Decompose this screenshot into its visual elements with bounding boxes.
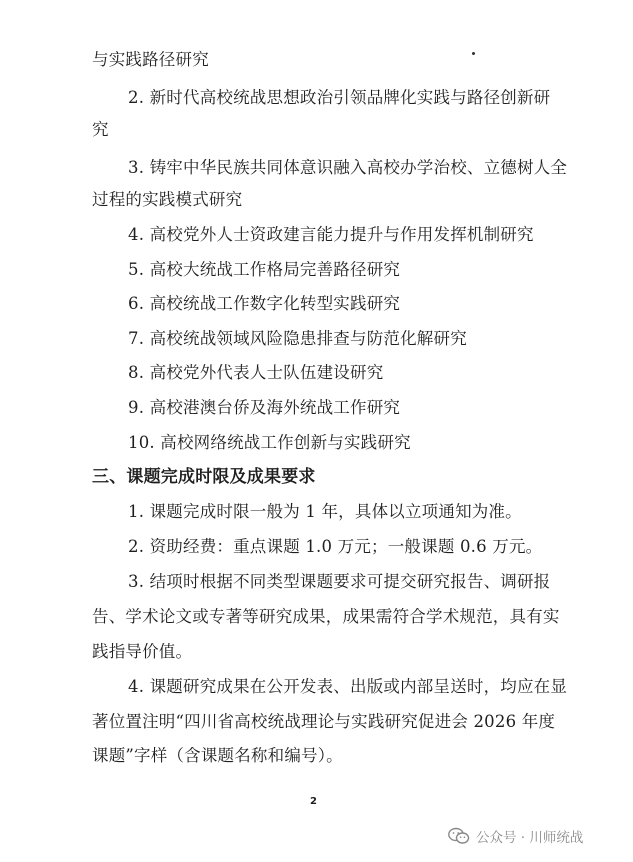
requirement-1: 1. 课题完成时限一般为 1 年，具体以立项通知为准。 — [128, 502, 522, 521]
section-heading: 三、课题完成时限及成果要求 — [92, 467, 316, 487]
watermark-text: 公众号 · 川师统战 — [476, 830, 584, 846]
list-item-6: 6. 高校统战工作数字化转型实践研究 — [128, 294, 401, 313]
list-item-9: 9. 高校港澳台侨及海外统战工作研究 — [128, 398, 401, 417]
list-item-10: 10. 高校网络统战工作创新与实践研究 — [128, 433, 411, 452]
wechat-icon — [448, 827, 470, 845]
requirement-2: 2. 资助经费：重点课题 1.0 万元；一般课题 0.6 万元。 — [128, 537, 543, 556]
requirement-4: 4. 课题研究成果在公开发表、出版或内部呈送时，均应在显 — [128, 677, 568, 696]
requirement-3: 3. 结项时根据不同类型课题要求可提交研究报告、调研报 — [128, 572, 551, 591]
page-number: 2 — [310, 796, 317, 807]
text-line: 与实践路径研究 — [92, 50, 209, 69]
list-item-2: 2. 新时代高校统战思想政治引领品牌化实践与路径创新研 — [128, 88, 551, 107]
text-line: 践指导价值。 — [92, 642, 193, 661]
text-line: 课题”字样（含课题名称和编号）。 — [92, 746, 343, 765]
list-item-5: 5. 高校大统战工作格局完善路径研究 — [128, 260, 401, 279]
text-line: 究 — [92, 120, 109, 139]
list-item-8: 8. 高校党外代表人士队伍建设研究 — [128, 363, 384, 382]
text-line: 过程的实践模式研究 — [92, 190, 243, 209]
text-line: 著位置注明“四川省高校统战理论与实践研究促进会 2026 年度 — [92, 712, 556, 731]
watermark — [448, 826, 583, 846]
list-item-7: 7. 高校统战领域风险隐患排查与防范化解研究 — [128, 329, 467, 348]
list-item-3: 3. 铸牢中华民族共同体意识融入高校办学治校、立德树人全 — [128, 158, 568, 177]
text-line: 告、学术论文或专著等研究成果，成果需符合学术规范，具有实 — [92, 607, 560, 626]
list-item-4: 4. 高校党外人士资政建言能力提升与作用发挥机制研究 — [128, 225, 534, 244]
scan-speck — [472, 52, 475, 55]
